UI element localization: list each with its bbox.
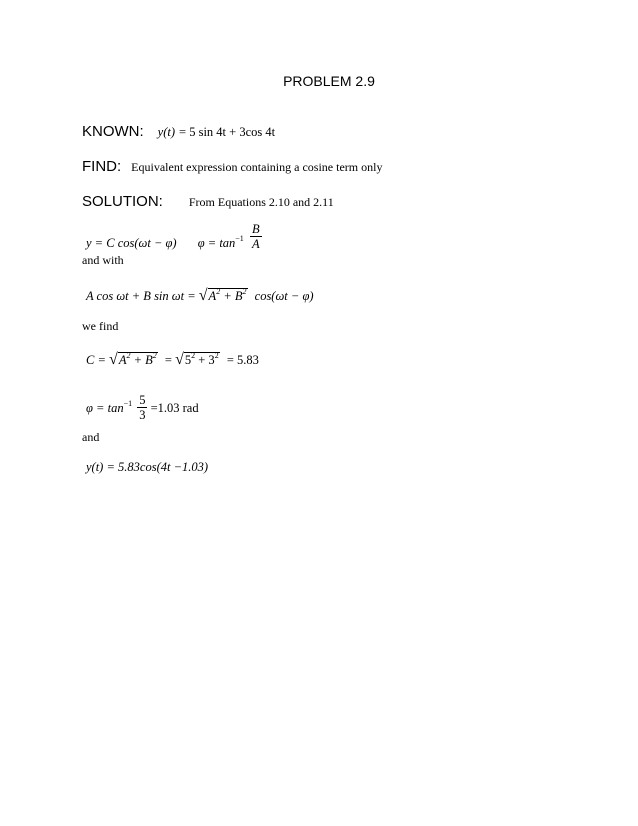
eq3-exp-3: 2	[191, 351, 196, 360]
eq3-c: C =	[86, 353, 106, 367]
equation-4	[86, 393, 199, 422]
solution-label: SOLUTION:	[82, 193, 163, 210]
eq4-fraction	[137, 393, 147, 422]
known-rhs: = 5 sin 4t + 3cos 4t	[179, 125, 276, 139]
find-label: FIND:	[82, 158, 122, 175]
find-text: Equivalent expression containing a cosine term only	[131, 160, 383, 174]
eq3-r1a: A	[118, 353, 127, 367]
eq5-text: y(t) = 5.83cos(4t −1.03)	[86, 460, 209, 474]
eq1-num: B	[251, 222, 260, 236]
sqrt-symbol-icon: √	[175, 351, 184, 368]
eq2-sqrt	[208, 288, 248, 303]
eq3-sqrt-2	[184, 352, 220, 367]
eq1-left: y = C cos(ωt − φ)	[86, 236, 177, 251]
eq2-exp-b: 2	[242, 287, 247, 296]
eq3-result: = 5.83	[226, 353, 259, 367]
eq2-sqrt-b: + B	[220, 289, 243, 303]
eq2-right: cos(ωt − φ)	[254, 289, 314, 303]
eq3-exp-1: 2	[126, 351, 131, 360]
eq1-den: A	[251, 237, 260, 251]
eq4-lhs: φ = tan	[86, 401, 124, 416]
eq3-r2b: + 3	[195, 353, 215, 367]
page-title: PROBLEM 2.9	[283, 73, 375, 89]
known-line	[82, 123, 275, 141]
eq3-equals: =	[164, 353, 172, 367]
find-line	[82, 158, 382, 176]
equation-5	[86, 460, 208, 475]
and-text: and	[82, 430, 100, 444]
eq4-num: 5	[139, 393, 146, 407]
solution-line	[82, 193, 334, 211]
equation-3	[86, 351, 259, 369]
sqrt-symbol-icon: √	[198, 287, 208, 304]
eq3-r1b: + B	[130, 353, 153, 367]
eq2-exp-a: 2	[216, 287, 221, 296]
eq1-phi-exp: −1	[235, 234, 244, 244]
eq4-result: =1.03 rad	[150, 401, 199, 416]
known-label: KNOWN:	[82, 123, 144, 140]
eq3-exp-2: 2	[152, 351, 157, 360]
known-lhs: y(t)	[157, 125, 176, 139]
equation-2	[86, 287, 314, 305]
eq1-phi-lhs: φ = tan	[197, 236, 236, 251]
eq3-exp-4: 2	[214, 351, 219, 360]
sqrt-symbol-icon: √	[109, 351, 118, 368]
eq4-den: 3	[139, 408, 146, 422]
equation-1	[86, 222, 262, 251]
eq3-sqrt-1	[118, 352, 158, 367]
eq2-left: A cos ωt + B sin ωt =	[86, 289, 196, 303]
we-find-text: we find	[82, 319, 119, 333]
eq1-fraction	[250, 222, 262, 251]
and-with-text: and with	[82, 253, 124, 267]
eq3-r2a: 5	[184, 353, 192, 367]
eq4-exp: −1	[123, 399, 133, 409]
eq2-sqrt-a: A	[208, 289, 217, 303]
solution-text: From Equations 2.10 and 2.11	[188, 195, 334, 209]
